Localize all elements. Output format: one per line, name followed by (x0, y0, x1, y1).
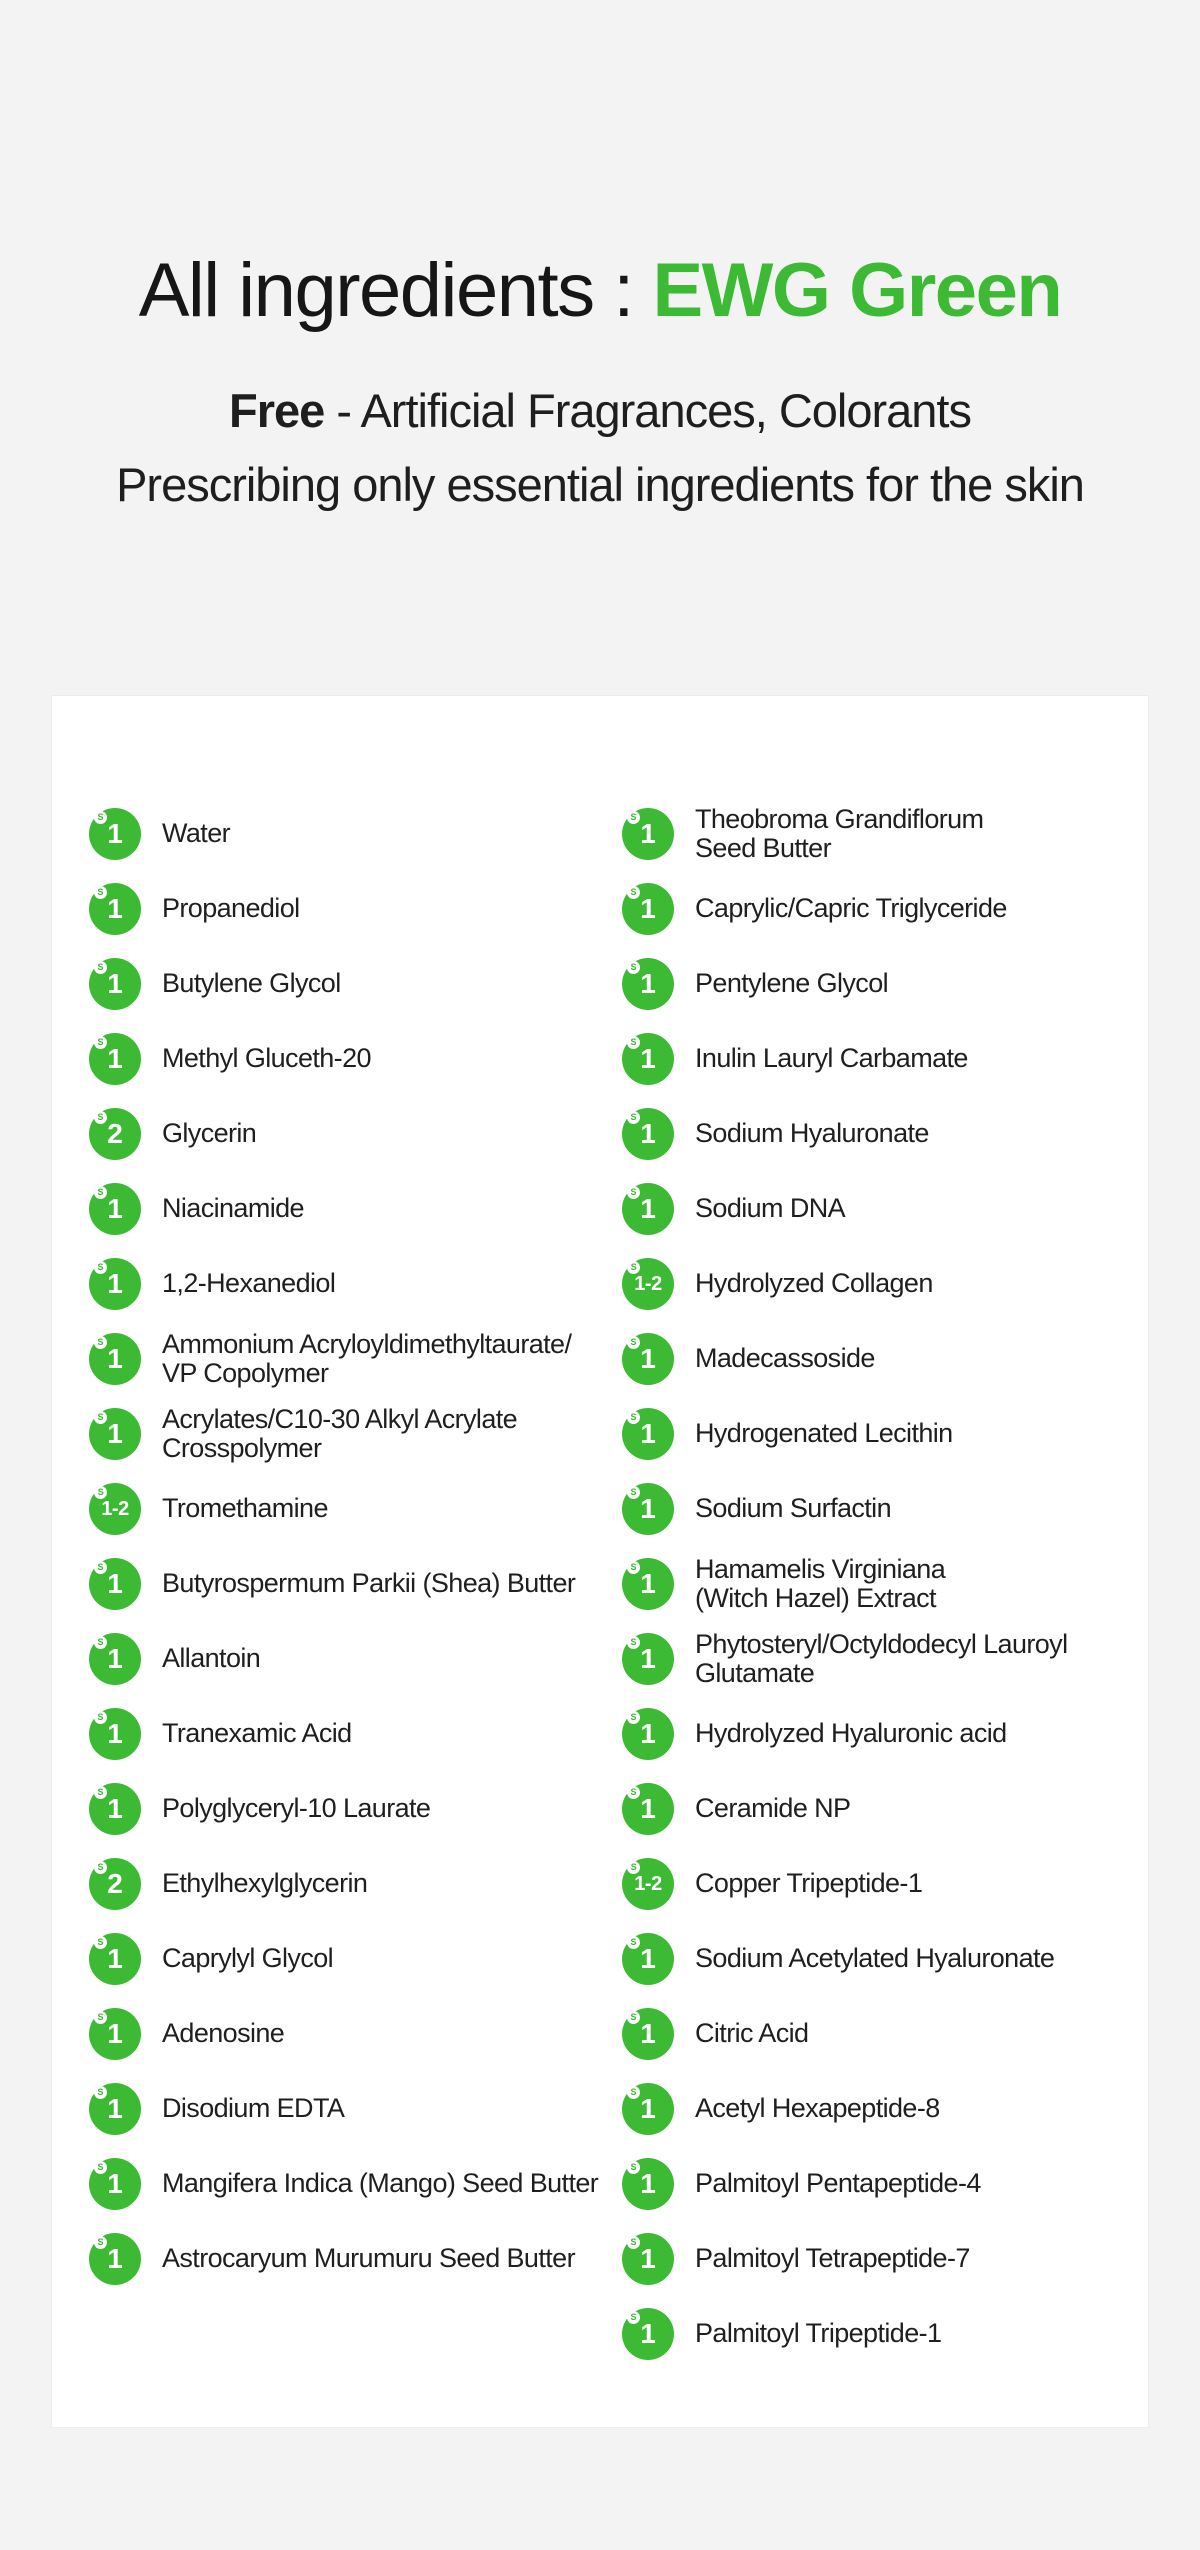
ingredient-name: Palmitoyl Tetrapeptide-7 (695, 2243, 970, 2273)
ingredient-name: Acetyl Hexapeptide-8 (695, 2093, 940, 2123)
badge-mark: S (94, 1411, 107, 1424)
ingredient-name: Ethylhexylglycerin (162, 1868, 368, 1898)
ewg-grade: 1 (107, 1042, 123, 1074)
ewg-grade-badge-icon (89, 808, 141, 860)
ingredient-item (89, 1696, 649, 1771)
ewg-grade: 2 (107, 1117, 123, 1149)
ingredient-item (89, 796, 649, 871)
badge-mark: S (94, 1636, 107, 1649)
ingredient-name: Pentylene Glycol (695, 968, 889, 998)
subtitle: Prescribing only essential ingredients for the skin (116, 458, 1084, 511)
ewg-grade-badge-icon (622, 1408, 674, 1460)
ingredient-item (89, 1021, 649, 1096)
ingredients-left-column (89, 796, 649, 2296)
ingredient-name: Hydrolyzed Hyaluronic acid (695, 1718, 1007, 1748)
badge-mark: S (627, 1636, 640, 1649)
ewg-grade-badge-icon (622, 883, 674, 935)
ewg-grade: 1-2 (634, 1872, 662, 1895)
ingredient-item (89, 2146, 649, 2221)
ewg-grade-badge-icon (622, 1783, 674, 1835)
ingredient-item (622, 1471, 1182, 1546)
ingredient-item (622, 1996, 1182, 2071)
ewg-grade-badge-icon (622, 1033, 674, 1085)
ingredient-name: Hydrolyzed Collagen (695, 1268, 933, 1298)
ingredient-item (622, 2296, 1182, 2371)
ingredient-item (622, 871, 1182, 946)
ewg-grade-badge-icon (622, 958, 674, 1010)
badge-mark: S (94, 2236, 107, 2249)
ingredient-item (622, 2071, 1182, 2146)
badge-mark: S (94, 1111, 107, 1124)
ingredient-item (89, 1471, 649, 1546)
ewg-grade: 1 (640, 1792, 656, 1824)
ingredient-item (622, 1771, 1182, 1846)
ewg-grade-badge-icon (622, 1933, 674, 1985)
badge-mark: S (94, 1861, 107, 1874)
badge-mark: S (627, 1711, 640, 1724)
ewg-grade: 1 (640, 967, 656, 999)
ewg-grade: 1 (107, 1342, 123, 1374)
ingredient-item (89, 1996, 649, 2071)
title-accent: EWG Green (652, 248, 1062, 333)
ewg-grade: 1 (640, 2092, 656, 2124)
ewg-grade: 1 (107, 1417, 123, 1449)
ewg-grade: 1-2 (634, 1272, 662, 1295)
ingredient-item (622, 2221, 1182, 2296)
ewg-grade: 1 (640, 2167, 656, 2199)
ewg-grade: 1 (640, 1342, 656, 1374)
ingredient-name: Copper Tripeptide-1 (695, 1868, 923, 1898)
ewg-grade-badge-icon (622, 1708, 674, 1760)
ewg-grade-badge-icon (622, 2008, 674, 2060)
ewg-grade: 1 (640, 1117, 656, 1149)
ewg-grade-badge-icon (89, 883, 141, 935)
ewg-grade-badge-icon (89, 1483, 141, 1535)
ingredient-item (622, 1696, 1182, 1771)
badge-mark: S (94, 1561, 107, 1574)
ingredient-item (89, 946, 649, 1021)
ingredient-item (89, 2221, 649, 2296)
badge-mark: S (627, 1936, 640, 1949)
ewg-grade: 1 (640, 1192, 656, 1224)
ingredient-name: Mangifera Indica (Mango) Seed Butter (162, 2168, 599, 2198)
ewg-grade-badge-icon (89, 2233, 141, 2285)
ewg-grade-badge-icon (622, 1858, 674, 1910)
badge-mark: S (627, 2011, 640, 2024)
ewg-grade: 1 (640, 2242, 656, 2274)
ingredient-name: Sodium Acetylated Hyaluronate (695, 1943, 1055, 1973)
ewg-grade-badge-icon (89, 1708, 141, 1760)
ewg-grade-badge-icon (622, 1108, 674, 1160)
ingredient-item (89, 1171, 649, 1246)
ingredient-name: Madecassoside (695, 1343, 875, 1373)
ewg-grade-badge-icon (89, 2158, 141, 2210)
ingredient-name: Glycerin (162, 1118, 257, 1148)
badge-mark: S (94, 1261, 107, 1274)
ewg-grade: 1 (640, 1492, 656, 1524)
ewg-grade: 1 (107, 1267, 123, 1299)
badge-mark: S (627, 1411, 640, 1424)
ewg-grade-badge-icon (89, 1633, 141, 1685)
ewg-grade: 1 (640, 1042, 656, 1074)
ingredient-name: Butyrospermum Parkii (Shea) Butter (162, 1568, 576, 1598)
badge-mark: S (627, 961, 640, 974)
badge-mark: S (94, 811, 107, 824)
badge-mark: S (627, 2311, 640, 2324)
ingredient-name: Allantoin (162, 1643, 261, 1673)
ingredient-name: Caprylic/Capric Triglyceride (695, 893, 1007, 923)
ingredient-item (622, 1621, 1182, 1696)
ewg-grade-badge-icon (89, 1858, 141, 1910)
badge-mark: S (94, 1486, 107, 1499)
ingredient-name: Sodium DNA (695, 1193, 846, 1223)
badge-mark: S (94, 1186, 107, 1199)
ewg-grade-badge-icon (89, 1408, 141, 1460)
ingredient-item (89, 1621, 649, 1696)
ingredient-name: Phytosteryl/Octyldodecyl Lauroyl Glutamate (695, 1628, 1068, 1688)
badge-mark: S (627, 1486, 640, 1499)
ingredient-name: Palmitoyl Pentapeptide-4 (695, 2168, 981, 2198)
ewg-grade: 1 (640, 1642, 656, 1674)
ingredient-name: Theobroma Grandiflorum Seed Butter (695, 803, 984, 863)
badge-mark: S (627, 1111, 640, 1124)
ewg-grade-badge-icon (89, 1183, 141, 1235)
ewg-grade-badge-icon (89, 1333, 141, 1385)
ingredient-item (89, 1846, 649, 1921)
ingredient-item (622, 946, 1182, 1021)
ewg-grade: 1 (107, 1642, 123, 1674)
ingredient-name: Ammonium Acryloyldimethyltaurate/ VP Copolymer (162, 1328, 572, 1388)
ewg-grade-badge-icon (622, 1333, 674, 1385)
page-title (0, 246, 1200, 336)
ingredients-right-column (622, 796, 1182, 2371)
ewg-grade-badge-icon (89, 1108, 141, 1160)
ingredient-name: Butylene Glycol (162, 968, 341, 998)
ewg-grade-badge-icon (622, 2233, 674, 2285)
ewg-grade-badge-icon (89, 1258, 141, 1310)
ingredient-name: Tromethamine (162, 1493, 328, 1523)
ewg-grade: 1 (640, 2017, 656, 2049)
ingredient-name: Adenosine (162, 2018, 285, 2048)
badge-mark: S (627, 2236, 640, 2249)
ingredient-item (89, 871, 649, 946)
badge-mark: S (94, 961, 107, 974)
ewg-grade-badge-icon (89, 2083, 141, 2135)
ewg-grade-badge-icon (89, 1033, 141, 1085)
badge-mark: S (94, 2161, 107, 2174)
badge-mark: S (94, 886, 107, 899)
ingredient-item (89, 1096, 649, 1171)
ingredient-name: Palmitoyl Tripeptide-1 (695, 2318, 942, 2348)
badge-mark: S (94, 1711, 107, 1724)
ingredient-name: Acrylates/C10-30 Alkyl Acrylate Crosspolymer (162, 1403, 518, 1463)
ingredient-item (622, 1846, 1182, 1921)
badge-mark: S (627, 2161, 640, 2174)
ewg-grade-badge-icon (89, 1558, 141, 1610)
ingredient-item (89, 1921, 649, 1996)
badge-mark: S (627, 1036, 640, 1049)
ewg-grade: 1 (107, 2017, 123, 2049)
ewg-grade: 1 (107, 1192, 123, 1224)
ewg-grade-badge-icon (622, 2308, 674, 2360)
ewg-grade: 1 (640, 1717, 656, 1749)
ingredient-item (622, 2146, 1182, 2221)
ingredient-item (622, 1921, 1182, 1996)
badge-mark: S (627, 811, 640, 824)
free-text: - Artificial Fragrances, Colorants (324, 384, 971, 437)
ewg-grade: 1 (640, 892, 656, 924)
ewg-grade: 2 (107, 1867, 123, 1899)
ingredient-name: Caprylyl Glycol (162, 1943, 334, 1973)
ewg-grade-badge-icon (622, 1183, 674, 1235)
ewg-grade-badge-icon (622, 1483, 674, 1535)
ewg-grade: 1 (107, 1567, 123, 1599)
ingredient-name: Niacinamide (162, 1193, 304, 1223)
ewg-grade-badge-icon (89, 958, 141, 1010)
ewg-grade-badge-icon (622, 1258, 674, 1310)
ingredient-item (622, 1321, 1182, 1396)
badge-mark: S (94, 2086, 107, 2099)
ewg-grade: 1 (107, 1792, 123, 1824)
ewg-grade: 1 (640, 1567, 656, 1599)
ingredient-name: Propanediol (162, 893, 300, 923)
ewg-grade-badge-icon (622, 2083, 674, 2135)
ingredient-name: Tranexamic Acid (162, 1718, 352, 1748)
ewg-grade: 1-2 (101, 1497, 129, 1520)
badge-mark: S (627, 1561, 640, 1574)
ingredient-item (89, 1771, 649, 1846)
ewg-grade: 1 (107, 2167, 123, 2199)
ingredient-name: Sodium Hyaluronate (695, 1118, 929, 1148)
free-line (0, 382, 1200, 440)
ewg-grade: 1 (107, 2092, 123, 2124)
ewg-grade-badge-icon (622, 808, 674, 860)
ewg-grade: 1 (107, 1942, 123, 1974)
ingredient-item (89, 1321, 649, 1396)
badge-mark: S (94, 1036, 107, 1049)
ingredient-name: Methyl Gluceth-20 (162, 1043, 371, 1073)
ewg-grade: 1 (640, 2317, 656, 2349)
ingredient-name: Astrocaryum Murumuru Seed Butter (162, 2243, 575, 2273)
badge-mark: S (627, 1336, 640, 1349)
ewg-grade-badge-icon (89, 1783, 141, 1835)
ewg-grade-badge-icon (622, 1558, 674, 1610)
ingredient-name: 1,2-Hexanediol (162, 1268, 336, 1298)
ewg-grade-badge-icon (89, 2008, 141, 2060)
badge-mark: S (627, 1186, 640, 1199)
ewg-grade-badge-icon (622, 2158, 674, 2210)
ingredient-item (89, 1546, 649, 1621)
badge-mark: S (627, 1786, 640, 1799)
ingredient-name: Inulin Lauryl Carbamate (695, 1043, 968, 1073)
ingredient-name: Hamamelis Virginiana (Witch Hazel) Extract (695, 1553, 946, 1613)
badge-mark: S (94, 2011, 107, 2024)
badge-mark: S (627, 886, 640, 899)
ewg-grade: 1 (107, 817, 123, 849)
badge-mark: S (627, 1861, 640, 1874)
ingredient-name: Ceramide NP (695, 1793, 851, 1823)
ingredient-name: Hydrogenated Lecithin (695, 1418, 953, 1448)
ewg-grade: 1 (107, 1717, 123, 1749)
badge-mark: S (627, 2086, 640, 2099)
ewg-grade: 1 (107, 967, 123, 999)
badge-mark: S (94, 1786, 107, 1799)
ingredient-item (622, 1246, 1182, 1321)
ingredient-item (622, 1021, 1182, 1096)
badge-mark: S (94, 1336, 107, 1349)
ewg-grade: 1 (640, 1942, 656, 1974)
ingredient-name: Sodium Surfactin (695, 1493, 891, 1523)
ingredient-name: Citric Acid (695, 2018, 809, 2048)
ewg-grade: 1 (107, 892, 123, 924)
ingredient-item (622, 1546, 1182, 1621)
badge-mark: S (94, 1936, 107, 1949)
ewg-grade-badge-icon (622, 1633, 674, 1685)
ewg-grade: 1 (640, 817, 656, 849)
ingredient-item (89, 1246, 649, 1321)
ingredient-name: Polyglyceryl-10 Laurate (162, 1793, 431, 1823)
ewg-grade: 1 (640, 1417, 656, 1449)
badge-mark: S (627, 1261, 640, 1274)
ingredient-item (622, 796, 1182, 871)
ewg-grade: 1 (107, 2242, 123, 2274)
ewg-grade-badge-icon (89, 1933, 141, 1985)
ingredient-name: Water (162, 818, 231, 848)
ingredient-item (89, 1396, 649, 1471)
title-prefix: All ingredients : (138, 248, 653, 333)
ingredient-item (622, 1171, 1182, 1246)
free-label: Free (228, 384, 325, 437)
ingredient-item (622, 1396, 1182, 1471)
ingredient-name: Disodium EDTA (162, 2093, 345, 2123)
ingredient-item (622, 1096, 1182, 1171)
ingredient-item (89, 2071, 649, 2146)
